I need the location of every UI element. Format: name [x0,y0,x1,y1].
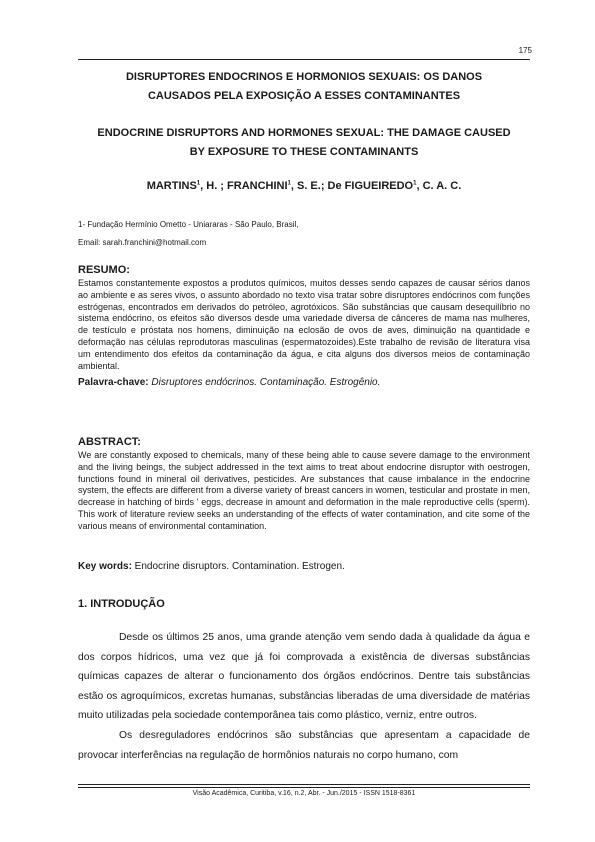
title-portuguese [78,68,530,106]
title-pt-line-1: DISRUPTORES ENDOCRINOS E HORMONIOS SEXUAIS: OS DANOS [125,71,483,83]
title-pt-line-2: CAUSADOS PELA EXPOSIÇÃO A ESSES CONTAMINANTES [147,90,461,102]
author-1-affil-mark: 1 [196,180,201,187]
footer-rule-secondary [78,787,530,788]
resumo-keywords-value: Disruptores endócrinos. Contaminação. Estrogênio. [148,377,381,388]
header-rule [78,59,530,60]
page-number: 175 [518,46,532,55]
introduction-paragraph-2: Os desreguladores endócrinos são substâncias que apresentam a capacidade de provocar interferências na regulação de hormônios naturais no corpo humano, com [78,729,530,761]
footer-rule [78,784,530,785]
resumo-body: Estamos constantemente expostos a produtos químicos, muitos desses sendo capazes de causar sérios danos ao ambiente e as seres vivos, o assunto abordado no texto visa tratar sobre disruptores endócrinos com funções estrógenas, encontrados em derivados do petróleo, agrotóxicos. São substâncias que causam desequilíbrio no sistema endócrino, os efeitos são diversos desde uma variedade diversa de cânceres de mama nas mulheres, de testículo e próstata nos homens, diminuição na eclosão de ovos de aves, diminuição na quantidade e deformação nas células reprodutoras masculinas (espermatozoides).Este trabalho de revisão de literatura visa um entendimento dos efeitos da contaminação da água, e cita alguns dos diversos meios de contaminação ambiental. [78,278,530,371]
author-3-name: , S. E.; De FIGUEIREDO [290,180,414,192]
title-english [78,124,530,162]
abstract-body: We are constantly exposed to chemicals, many of these being able to cause severe damage to the environment and the living beings, the subject addressed in the text aims to treat about endocrine disruptor with oestrogen, functions found in mineral oil derivatives, pesticides. Are substances that cause imbalance in the endocrine system, the effects are different from a diverse variety of breast cancers in women, testicular and prostate in men, decrease in hatching of birds ' eggs, decrease in amount and deformation in the male reproductive cells (sperm). This work of literature review seeks an understanding of the effects of water contamination, and cite some of the various means of environmental contamination. [78,450,530,531]
author-2-name: , H. ; FRANCHINI [200,180,288,192]
author-3-affil-mark: 1 [413,180,417,187]
resumo-keywords [78,377,380,388]
introduction-heading: 1. INTRODUÇÃO [78,598,165,610]
author-2-affil-mark: 1 [287,180,291,187]
resumo-keywords-label: Palavra-chave: [78,377,149,388]
abstract-keywords [78,561,345,572]
abstract-keywords-label: Key words: [78,561,132,572]
journal-citation-footer: Visão Acadêmica, Curitiba, v.16, n.2, Abr. - Jun./2015 - ISSN 1518-8361 [192,790,416,797]
abstract-keywords-value: Endocrine disruptors. Contamination. Estrogen. [131,561,345,572]
title-en-line-1: ENDOCRINE DISRUPTORS AND HORMONES SEXUAL: THE DAMAGE CAUSED [97,127,511,139]
author-1-name: MARTINS [146,180,197,192]
contact-email: Email: sarah.franchini@hotmail.com [78,238,207,247]
title-en-line-2: BY EXPOSURE TO THESE CONTAMINANTS [189,146,419,158]
introduction-paragraph-1: Desde os últimos 25 anos, uma grande atenção vem sendo dada à qualidade da água e dos corpos hídricos, uma vez que já foi comprovada a existência de diversas substâncias químicas capazes de alterar o funcionamento dos órgãos endócrinos. Dentre tais substâncias estão os agroquímicos, excretas humanas, substâncias liberadas de uma diversidade de matérias muito utilizadas pela sociedade contemporânea tais como plástico, verniz, entre outros. [78,632,530,722]
resumo-heading: RESUMO: [78,264,130,276]
author-initials: , C. A. C. [416,180,462,192]
abstract-heading: ABSTRACT: [78,436,141,448]
introduction-body [78,628,530,765]
affiliation: 1- Fundação Hermínio Ometto - Uniararas - São Paulo, Brasil, [78,220,299,229]
author-list [78,180,530,192]
